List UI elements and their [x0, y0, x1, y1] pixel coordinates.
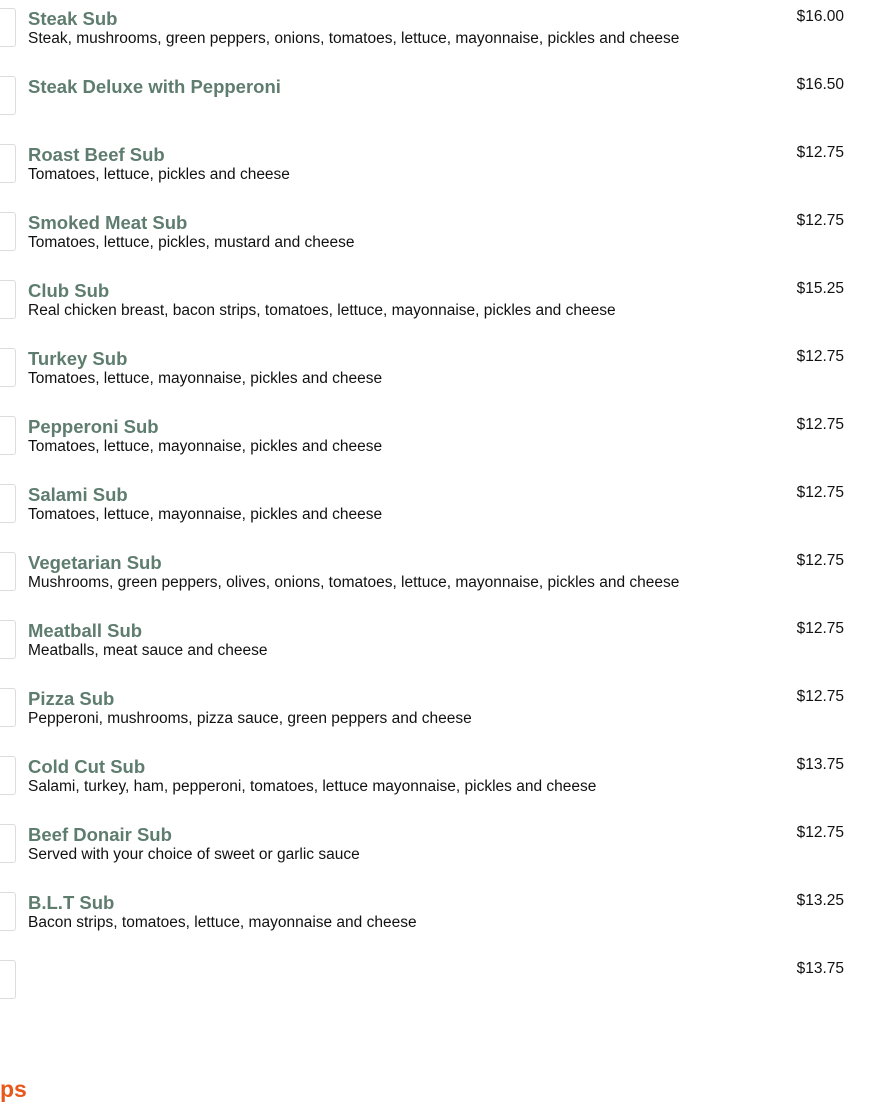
item-name: Turkey Sub [28, 348, 128, 369]
item-description: Mushrooms, green peppers, olives, onions, tomatoes, lettuce, mayonnaise, pickles and cheese [28, 574, 680, 591]
item-description: Served with your choice of sweet or garlic sauce [28, 846, 360, 863]
item-price: $13.75 [796, 960, 844, 977]
item-description: Salami, turkey, ham, pepperoni, tomatoes, lettuce mayonnaise, pickles and cheese [28, 778, 597, 795]
menu-item[interactable] [0, 816, 889, 884]
item-price: $16.00 [796, 8, 844, 25]
menu-item[interactable] [0, 0, 889, 68]
item-name: B.L.T Sub [28, 892, 115, 913]
item-image[interactable] [0, 688, 16, 727]
menu-item[interactable] [0, 204, 889, 272]
menu-item[interactable] [0, 136, 889, 204]
item-price: $12.75 [796, 212, 844, 229]
menu-item[interactable] [0, 612, 889, 680]
item-name: Club Sub [28, 280, 110, 301]
item-price: $12.75 [796, 416, 844, 433]
item-name: Meatball Sub [28, 620, 143, 641]
menu-item[interactable] [0, 68, 889, 136]
item-image[interactable] [0, 484, 16, 523]
item-price: $12.75 [796, 620, 844, 637]
item-price: $12.75 [796, 144, 844, 161]
section-heading: ps [0, 1076, 27, 1102]
item-price: $12.75 [796, 484, 844, 501]
item-image[interactable] [0, 756, 16, 795]
item-image[interactable] [0, 8, 16, 47]
menu-item[interactable] [0, 544, 889, 612]
item-description: Tomatoes, lettuce, mayonnaise, pickles and cheese [28, 370, 383, 387]
item-name: Pepperoni Sub [28, 416, 159, 437]
item-price: $16.50 [796, 76, 844, 93]
item-image[interactable] [0, 892, 16, 931]
item-image[interactable] [0, 824, 16, 863]
item-name: Steak Deluxe with Pepperoni [28, 76, 281, 97]
item-description: Tomatoes, lettuce, pickles and cheese [28, 166, 290, 183]
menu-item[interactable] [0, 272, 889, 340]
item-name: Cold Cut Sub [28, 756, 146, 777]
item-name: Vegetarian Sub [28, 552, 162, 573]
item-description: Tomatoes, lettuce, mayonnaise, pickles and cheese [28, 506, 383, 523]
menu-item[interactable] [0, 884, 889, 952]
menu-item[interactable] [0, 476, 889, 544]
item-description: Bacon strips, tomatoes, lettuce, mayonnaise and cheese [28, 914, 417, 931]
item-image[interactable] [0, 212, 16, 251]
item-description: Pepperoni, mushrooms, pizza sauce, green peppers and cheese [28, 710, 472, 727]
item-description: Steak, mushrooms, green peppers, onions, tomatoes, lettuce, mayonnaise, pickles and cheese [28, 30, 680, 47]
item-description: Real chicken breast, bacon strips, tomatoes, lettuce, mayonnaise, pickles and cheese [28, 302, 616, 319]
item-description: Meatballs, meat sauce and cheese [28, 642, 268, 659]
item-name: Steak Sub [28, 8, 118, 29]
menu-item[interactable] [0, 340, 889, 408]
item-name: Smoked Meat Sub [28, 212, 188, 233]
item-description: Tomatoes, lettuce, pickles, mustard and cheese [28, 234, 355, 251]
menu-item[interactable] [0, 680, 889, 748]
item-name: Pizza Sub [28, 688, 115, 709]
item-description: Tomatoes, lettuce, mayonnaise, pickles and cheese [28, 438, 383, 455]
item-image[interactable] [0, 348, 16, 387]
item-price: $15.25 [796, 280, 844, 297]
item-image[interactable] [0, 960, 16, 999]
item-price: $12.75 [796, 348, 844, 365]
item-price: $13.25 [796, 892, 844, 909]
item-image[interactable] [0, 552, 16, 591]
item-price: $12.75 [796, 552, 844, 569]
item-name: Roast Beef Sub [28, 144, 165, 165]
item-price: $13.75 [796, 756, 844, 773]
item-image[interactable] [0, 416, 16, 455]
item-price: $12.75 [796, 688, 844, 705]
item-image[interactable] [0, 280, 16, 319]
item-name: Beef Donair Sub [28, 824, 172, 845]
item-price: $12.75 [796, 824, 844, 841]
item-image[interactable] [0, 144, 16, 183]
menu-item[interactable] [0, 952, 889, 1020]
menu-item[interactable] [0, 748, 889, 816]
item-image[interactable] [0, 76, 16, 115]
item-image[interactable] [0, 620, 16, 659]
item-name: Salami Sub [28, 484, 128, 505]
menu-item[interactable] [0, 408, 889, 476]
